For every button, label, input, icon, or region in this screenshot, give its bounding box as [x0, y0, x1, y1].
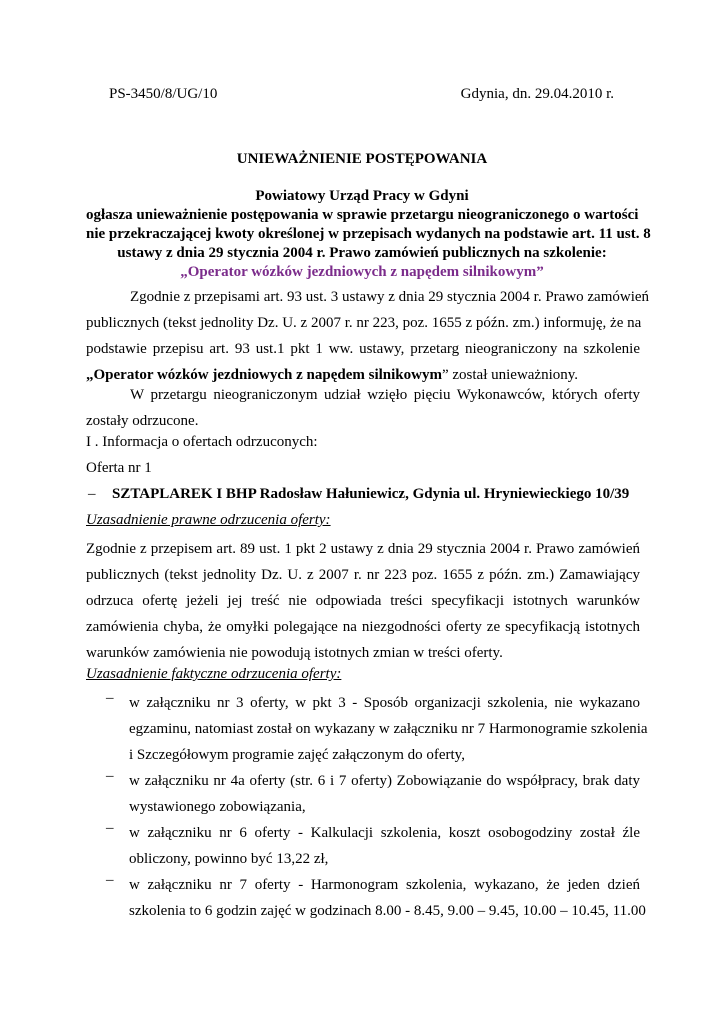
- reference-number: PS-3450/8/UG/10: [109, 86, 218, 102]
- announcement-line-2: nie przekraczającej kwoty określonej w przepisach wydanych na podstawie art. 11 ust. 8: [86, 226, 651, 242]
- paragraph-legal-justification: [86, 536, 640, 666]
- text-line: w załączniku nr 6 oferty - Kalkulacji szkolenia, koszt osobogodziny został źle: [129, 825, 640, 841]
- text-line: warunków zamówienia nie powodują istotnych zmian w treści oferty.: [86, 645, 503, 661]
- bullet-dash: –: [106, 820, 114, 836]
- text-line: w załączniku nr 3 oferty, w pkt 3 - Sposób organizacji szkolenia, nie wykazano: [129, 695, 640, 711]
- text-line: odrzuca ofertę jeżeli jej treść nie odpowiada treści specyfikacji istotnych warunków: [86, 593, 640, 609]
- bullet-dash: –: [106, 768, 114, 784]
- text-line: obliczony, powinno być 13,22 zł,: [129, 851, 329, 867]
- text-line: wystawionego zobowiązania,: [129, 799, 306, 815]
- text-fragment: ” został unieważniony.: [441, 367, 579, 383]
- list-item: [129, 768, 640, 820]
- text-line: podstawie przepisu art. 93 ust.1 pkt 1 ww. ustawy, przetarg nieograniczony na szkolenie: [86, 341, 640, 357]
- office-name: Powiatowy Urząd Pracy w Gdyni: [255, 188, 469, 204]
- text-line: szkolenia to 6 godzin zajęć w godzinach 8.00 - 8.45, 9.00 – 9.45, 10.00 – 10.45, 11.00: [129, 903, 646, 919]
- text-line: w załączniku nr 7 oferty - Harmonogram szkolenia, wykazano, że jeden dzień: [129, 877, 640, 893]
- offer-contractor: SZTAPLAREK I BHP Radosław Hałuniewicz, Gdynia ul. Hryniewieckiego 10/39: [112, 486, 630, 502]
- text-line: i Szczegółowym programie zajęć załączonym do oferty,: [129, 747, 465, 763]
- document-title: UNIEWAŻNIENIE POSTĘPOWANIA: [236, 151, 488, 167]
- factual-justification-heading: Uzasadnienie faktyczne odrzucenia oferty:: [86, 666, 342, 682]
- text-line: Zgodnie z przepisami art. 93 ust. 3 ustawy z dnia 29 stycznia 2004 r. Prawo zamówień: [130, 289, 650, 305]
- announcement-line-1: ogłasza unieważnienie postępowania w sprawie przetargu nieograniczonego o wartości: [86, 207, 639, 223]
- bullet-dash: –: [106, 690, 114, 706]
- legal-justification-heading: Uzasadnienie prawne odrzucenia oferty:: [86, 512, 331, 528]
- text-line: zamówienia chyba, że omyłki polegające na niezgodności oferty ze specyfikacją istotnych: [86, 619, 640, 635]
- text-line: W przetargu nieograniczonym udział wzięło pięciu Wykonawców, których oferty: [130, 387, 640, 403]
- paragraph-legal-basis: [86, 284, 650, 388]
- text-line: w załączniku nr 4a oferty (str. 6 i 7 oferty) Zobowiązanie do współpracy, brak daty: [129, 773, 640, 789]
- text-line: Zgodnie z przepisem art. 89 ust. 1 pkt 2 ustawy z dnia 29 stycznia 2004 r. Prawo zamówień: [86, 541, 640, 557]
- document-date: Gdynia, dn. 29.04.2010 r.: [460, 86, 614, 102]
- section-heading: I . Informacja o ofertach odrzuconych:: [86, 434, 318, 450]
- training-name: „Operator wózków jezdniowych z napędem silnikowym”: [180, 264, 544, 280]
- text-line: publicznych (tekst jednolity Dz. U. z 2007 r. nr 223, poz. 1655 z późn. zm.) informuję, że na: [86, 315, 642, 331]
- text-line: zostały odrzucone.: [86, 413, 199, 429]
- bullet-dash: –: [106, 872, 114, 888]
- list-item: [129, 690, 648, 768]
- text-line: egzaminu, natomiast został on wykazany w załączniku nr 7 Harmonogramie szkolenia: [129, 721, 648, 737]
- list-item: [129, 872, 646, 924]
- announcement-line-3: ustawy z dnia 29 stycznia 2004 r. Prawo zamówień publicznych na szkolenie:: [117, 245, 607, 261]
- dash-marker: –: [88, 486, 96, 502]
- paragraph-participants: [86, 382, 640, 434]
- training-name-bold: „Operator wózków jezdniowych z napędem silnikowym: [86, 367, 442, 383]
- list-item: [129, 820, 640, 872]
- offer-label: Oferta nr 1: [86, 460, 152, 476]
- text-line: publicznych (tekst jednolity Dz. U. z 2007 r. nr 223 poz. 1655 z późn. zm.) Zamawiający: [86, 567, 640, 583]
